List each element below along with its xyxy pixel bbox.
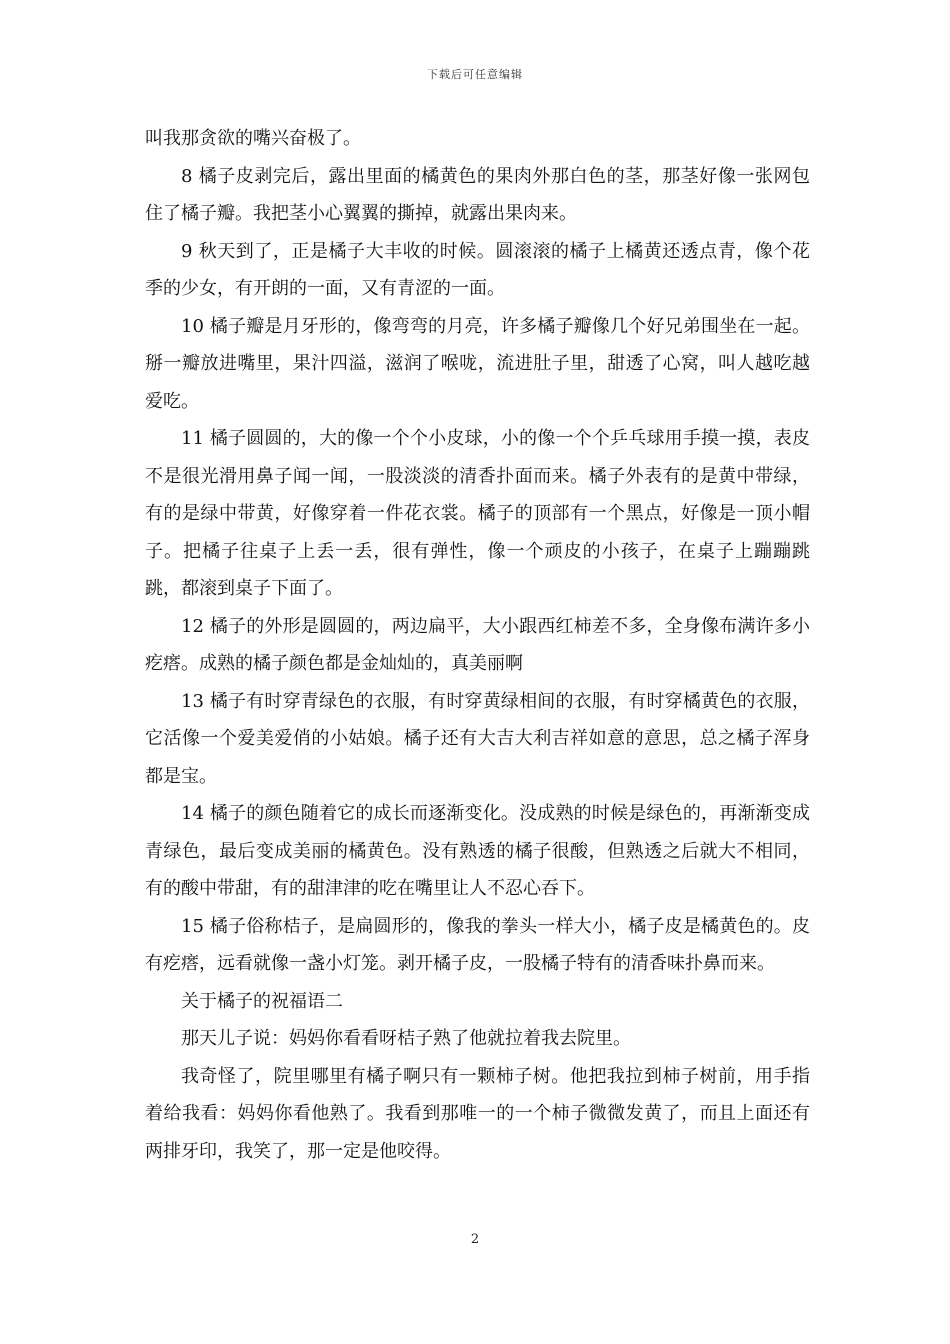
paragraph: 12 橘子的外形是圆圆的，两边扁平，大小跟西红柿差不多，全身像布满许多小疙瘩。成熟的橘子颜色都是金灿灿的，真美丽啊	[145, 615, 810, 674]
paragraph: 8 橘子皮剥完后，露出里面的橘黄色的果肉外那白色的茎，那茎好像一张网包住了橘子瓣。我把茎小心翼翼的撕掉，就露出果肉来。	[145, 165, 810, 224]
paragraph: 15 橘子俗称桔子，是扁圆形的，像我的拳头一样大小，橘子皮是橘黄色的。皮有疙瘩，远看就像一盏小灯笼。剥开橘子皮，一股橘子特有的清香味扑鼻而来。	[145, 915, 810, 974]
page-number: 2	[470, 1232, 480, 1247]
paragraph: 13 橘子有时穿青绿色的衣服，有时穿黄绿相间的衣服，有时穿橘黄色的衣服，它活像一个爱美爱俏的小姑娘。橘子还有大吉大利吉祥如意的意思，总之橘子浑身都是宝。	[145, 690, 810, 787]
paragraph: 9 秋天到了，正是橘子大丰收的时候。圆滚滚的橘子上橘黄还透点青，像个花季的少女，有开朗的一面，又有青涩的一面。	[145, 240, 810, 299]
paragraph: 叫我那贪欲的嘴兴奋极了。	[145, 128, 361, 149]
page-header: 下载后可任意编辑	[427, 68, 523, 81]
paragraph: 11 橘子圆圆的，大的像一个个小皮球，小的像一个个乒乓球用手摸一摸，表皮不是很光滑用鼻子闻一闻，一股淡淡的清香扑面而来。橘子外表有的是黄中带绿，有的是绿中带黄，好像穿着一件花衣裳。橘子的顶部有一个黑点，好像是一顶小帽子。把橘子往桌子上丢一丢，很有弹性，像一个顽皮的小孩子，在桌子上蹦蹦跳跳，都滚到桌子下面了。	[145, 428, 810, 599]
paragraph: 14 橘子的颜色随着它的成长而逐渐变化。没成熟的时候是绿色的，再渐渐变成青绿色，最后变成美丽的橘黄色。没有熟透的橘子很酸，但熟透之后就大不相同，有的酸中带甜，有的甜津津的吃在嘴里让人不忍心吞下。	[145, 803, 810, 899]
section-heading: 关于橘子的祝福语二	[181, 990, 343, 1012]
paragraph: 我奇怪了，院里哪里有橘子啊只有一颗柿子树。他把我拉到柿子树前，用手指着给我看：妈妈你看他熟了。我看到那唯一的一个柿子微微发黄了，而且上面还有两排牙印，我笑了，那一定是他咬得。	[145, 1065, 810, 1162]
document-body	[145, 120, 810, 1170]
paragraph: 那天儿子说：妈妈你看看呀桔子熟了他就拉着我去院里。	[181, 1028, 631, 1049]
paragraph: 10 橘子瓣是月牙形的，像弯弯的月亮，许多橘子瓣像几个好兄弟围坐在一起。掰一瓣放进嘴里，果汁四溢，滋润了喉咙，流进肚子里，甜透了心窝，叫人越吃越爱吃。	[145, 315, 810, 412]
